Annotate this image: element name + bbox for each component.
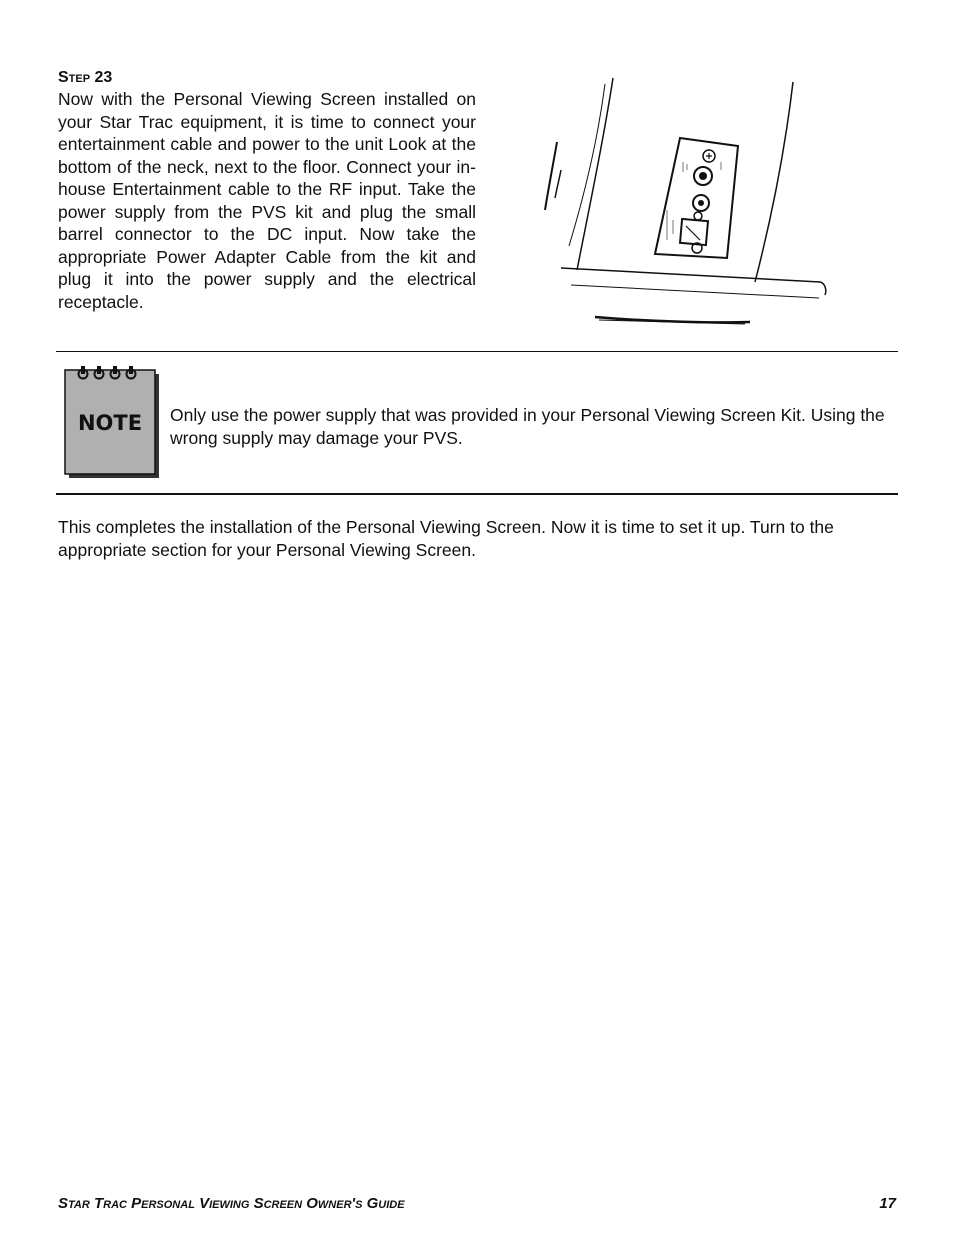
note-text: Only use the power supply that was provided in your Personal Viewing Screen Kit. Using the wrong supply may damage your PVS.	[170, 405, 885, 448]
note-icon-label: NOTE	[77, 411, 143, 435]
footer-page-number: 17	[879, 1195, 896, 1212]
footer-guide-title: Star Trac Personal Viewing Screen Owner's Guide	[58, 1195, 405, 1212]
step-instructions: Now with the Personal Viewing Screen installed on your Star Trac equipment, it is time to connect your entertainment cable and power to the unit Look at the bottom of the neck, next to the floor. Connect your in-house Entertainment cable to the RF input. Take the power supply from the PVS kit and plug the small barrel connector to the DC input. Now take the appropriate Power Adapter Cable from the kit and plug it into the power supply and the electrical receptacle.	[58, 89, 476, 312]
connector-panel-illustration	[535, 70, 835, 330]
closing-paragraph: This completes the installation of the Personal Viewing Screen. Now it is time to set it up. Turn to the appropriate section for your Personal Viewing Screen.	[58, 517, 834, 560]
step-section	[58, 68, 476, 313]
note-divider-top	[56, 351, 898, 352]
note-notepad-icon	[63, 364, 161, 480]
note-divider-bottom	[56, 493, 898, 495]
step-heading: Step 23	[58, 69, 113, 86]
